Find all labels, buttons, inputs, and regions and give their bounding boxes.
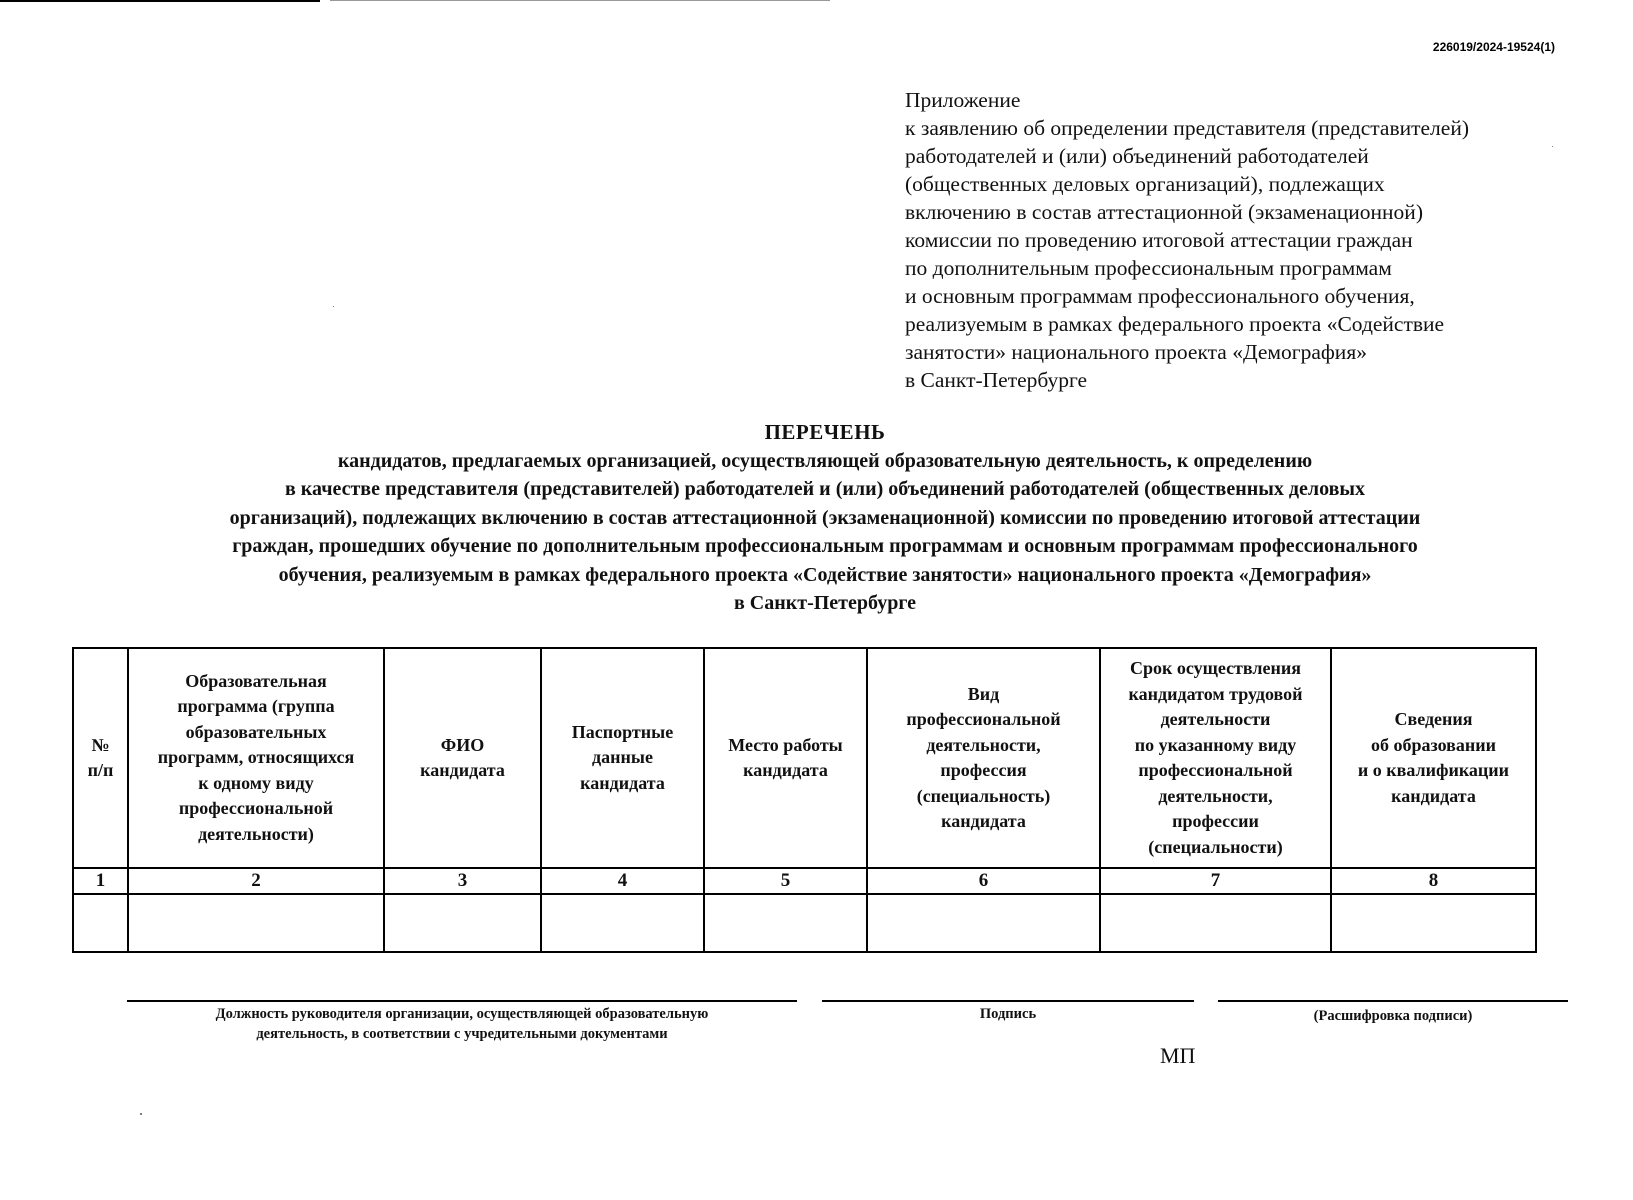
header-line: образовательных	[185, 721, 327, 742]
appendix-line: включению в состав аттестационной (экзаменационной)	[905, 200, 1423, 224]
appendix-line: работодателей и (или) объединений работодателей	[905, 144, 1369, 168]
table-row	[73, 894, 1536, 952]
header-line: по указанному виду	[1134, 734, 1297, 755]
position-caption	[127, 1004, 797, 1044]
header-line: программа (группа	[177, 696, 335, 717]
header-line: (специальность)	[916, 785, 1051, 806]
header-line: данные	[592, 747, 653, 768]
header-cell-number	[73, 648, 128, 868]
column-number: 4	[541, 868, 704, 894]
title-heading: ПЕРЕЧЕНЬ	[764, 420, 886, 444]
header-line: к одному виду	[198, 772, 314, 793]
header-line: профессии	[1172, 811, 1259, 831]
candidates-table	[72, 647, 1537, 953]
signature-line	[822, 1000, 1194, 1002]
header-line: кандидатом трудовой	[1128, 683, 1303, 704]
document-title	[95, 418, 1555, 618]
header-line: профессия	[940, 760, 1027, 780]
header-line: ФИО	[440, 734, 485, 755]
header-line: программ, относящихся	[157, 747, 355, 768]
header-cell-workplace	[704, 648, 867, 868]
header-line: деятельности,	[926, 734, 1041, 755]
scan-edge-mark	[0, 0, 320, 2]
position-caption-line: деятельность, в соответствии с учредительными документами	[256, 1026, 668, 1042]
header-line: п/п	[87, 760, 114, 780]
header-line: кандидата	[420, 760, 505, 780]
header-line: профессиональной	[1138, 760, 1293, 780]
header-cell-education	[1331, 648, 1536, 868]
header-line: кандидата	[941, 811, 1026, 831]
column-number: 6	[867, 868, 1100, 894]
title-line: в качестве представителя (представителей) работодателей и (или) объединений работодателей (общественных деловых	[284, 478, 1366, 500]
header-line: Образовательная	[185, 670, 327, 691]
appendix-line: занятости» национального проекта «Демография»	[905, 340, 1367, 364]
appendix-line: Приложение	[905, 88, 1021, 112]
column-number: 7	[1100, 868, 1331, 894]
header-line: профессиональной	[906, 709, 1061, 729]
header-cell-passport	[541, 648, 704, 868]
table-cell[interactable]	[541, 894, 704, 952]
appendix-line: к заявлению об определении представителя (представителей)	[905, 116, 1469, 140]
table-cell[interactable]	[704, 894, 867, 952]
signature-caption: Подпись	[979, 1006, 1037, 1022]
appendix-block	[905, 86, 1585, 394]
header-line: кандидата	[580, 772, 665, 793]
appendix-line: в Санкт-Петербурге	[905, 368, 1088, 392]
appendix-line: комиссии по проведению итоговой аттестации граждан	[905, 228, 1413, 252]
title-line: граждан, прошедших обучение по дополнительным профессиональным программам и основным программам профессионального	[232, 535, 1418, 557]
header-cell-work-period	[1100, 648, 1331, 868]
appendix-line: (общественных деловых организаций), подлежащих	[905, 172, 1385, 196]
table-cell[interactable]	[1100, 894, 1331, 952]
scan-edge-mark	[330, 0, 830, 1]
stamp-place-label: МП	[1160, 1043, 1196, 1068]
column-number-row	[73, 868, 1536, 894]
table-cell[interactable]	[73, 894, 128, 952]
header-cell-activity-type	[867, 648, 1100, 868]
header-line: Вид	[967, 683, 1000, 704]
position-caption-line: Должность руководителя организации, осуществляющей образовательную	[215, 1006, 709, 1022]
table-cell[interactable]	[384, 894, 541, 952]
title-line: организаций), подлежащих включению в состав аттестационной (экзаменационной) комиссии по проведению итоговой аттестации	[229, 506, 1421, 529]
header-cell-program	[128, 648, 384, 868]
table-cell[interactable]	[128, 894, 384, 952]
title-line: кандидатов, предлагаемых организацией, осуществляющей образовательную деятельность, к определению	[337, 449, 1313, 472]
scan-speck	[1552, 146, 1553, 147]
decoding-signature-line	[1218, 1000, 1568, 1002]
decoding-caption: (Расшифровка подписи)	[1313, 1008, 1473, 1024]
appendix-line: реализуемым в рамках федерального проекта «Содействие	[905, 312, 1445, 336]
column-number: 5	[704, 868, 867, 894]
column-number: 1	[73, 868, 128, 894]
appendix-line: и основным программам профессионального обучения,	[905, 284, 1415, 308]
header-line: №	[91, 734, 110, 755]
document-number: 226019/2024-19524(1)	[1432, 40, 1555, 54]
header-line: деятельности)	[198, 823, 314, 844]
column-number: 8	[1331, 868, 1536, 894]
header-line: Место работы	[728, 734, 843, 755]
scan-speck	[140, 1113, 142, 1115]
header-line: кандидата	[743, 760, 828, 780]
header-line: и о квалификации	[1357, 760, 1510, 780]
column-number: 3	[384, 868, 541, 894]
header-line: деятельности	[1160, 709, 1271, 729]
header-line: Сведения	[1394, 709, 1473, 729]
table-header-row	[73, 648, 1536, 868]
header-line: кандидата	[1391, 785, 1476, 806]
position-signature-line	[127, 1000, 797, 1002]
header-line: деятельности,	[1158, 785, 1273, 806]
appendix-line: по дополнительным профессиональным программам	[905, 256, 1392, 280]
header-cell-fullname	[384, 648, 541, 868]
column-number: 2	[128, 868, 384, 894]
title-line: в Санкт-Петербурге	[733, 592, 917, 614]
header-line: Паспортные	[571, 721, 674, 742]
table-cell[interactable]	[1331, 894, 1536, 952]
header-line: об образовании	[1370, 734, 1497, 755]
header-line: Срок осуществления	[1130, 658, 1301, 678]
scan-speck	[333, 306, 334, 307]
table-cell[interactable]	[867, 894, 1100, 952]
header-line: профессиональной	[178, 798, 334, 819]
header-line: (специальности)	[1148, 836, 1283, 857]
title-line: обучения, реализуемым в рамках федерального проекта «Содействие занятости» национального проекта «Демография»	[278, 563, 1372, 586]
